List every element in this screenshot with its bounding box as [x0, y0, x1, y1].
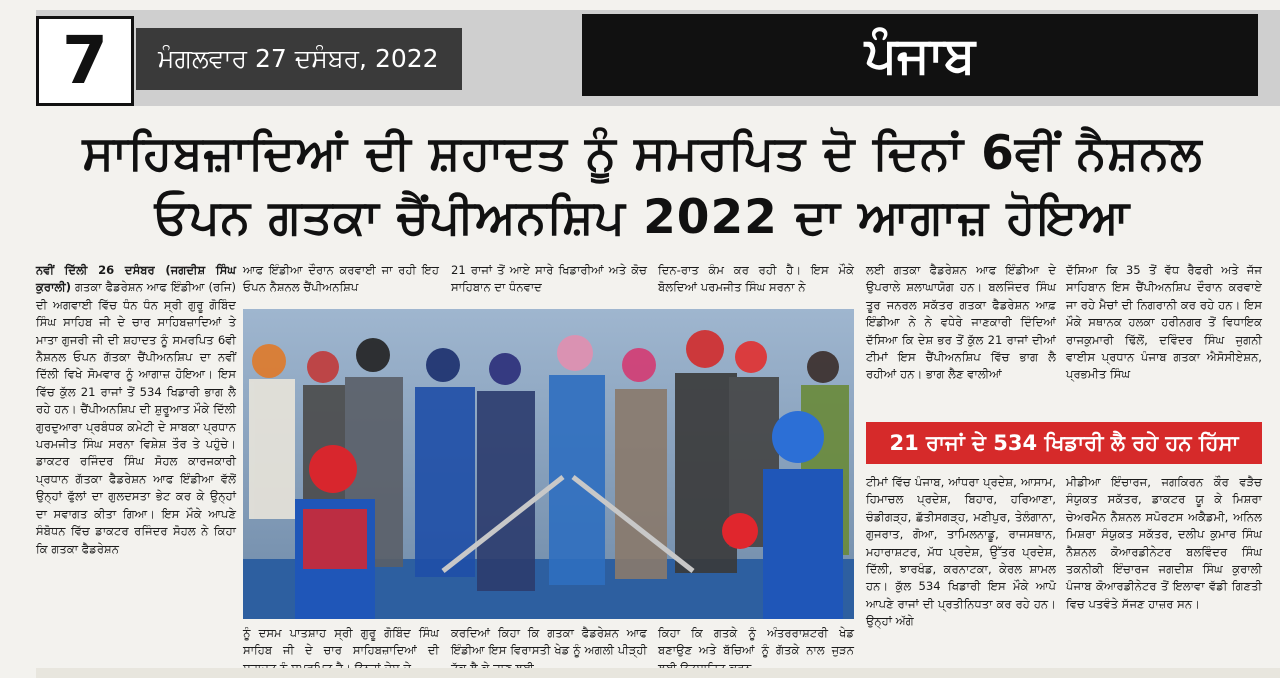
bottom-strip: [36, 668, 1280, 678]
column-4-top-text: ਦਿਨ-ਰਾਤ ਕੰਮ ਕਰ ਰਹੀ ਹੈ। ਇਸ ਮੌਕੇ ਬੋਲਦਿਆਂ ਪਰਮਜੀਤ ਸਿੰਘ ਸਰਨਾ ਨੇ: [658, 263, 854, 295]
column-5-bottom-text: ਟੀਮਾਂ ਵਿੱਚ ਪੰਜਾਬ, ਆਂਧਰਾ ਪ੍ਰਦੇਸ਼, ਆਸਾਮ, ਹਿਮਾਚਲ ਪ੍ਰਦੇਸ਼, ਬਿਹਾਰ, ਹਰਿਆਣਾ, ਚੰਡੀਗੜ੍ਹ, ਛੱਤੀਸਗੜ੍ਹ, ਮਣੀਪੁਰ, ਤੇਲੰਗਾਨਾ, ਗੁਜਰਾਤ, ਗੋਆ, ਤਾਮਿਲਨਾਡੂ, ਰਾਜਸਥਾਨ, ਮਹਾਰਾਸ਼ਟਰ, ਮੱਧ ਪ੍ਰਦੇਸ਼, ਉੱਤਰ ਪ੍ਰਦੇਸ਼, ਦਿੱਲੀ, ਝਾਰਖੰਡ, ਕਰਨਾਟਕਾ, ਕੇਰਲ ਸ਼ਾਮਲ ਹਨ। ਕੁੱਲ 534 ਖਿਡਾਰੀ ਇਸ ਮੌਕੇ ਆਪੋ ਆਪਣੇ ਰਾਜਾਂ ਦੀ ਪ੍ਰਤੀਨਿਧਤਾ ਕਰ ਰਹੇ ਹਨ। ਉਨ੍ਹਾਂ ਅੱਗੇ: [866, 475, 1056, 629]
column-1-text: ਗਤਕਾ ਫੈਡਰੇਸ਼ਨ ਆਫ ਇੰਡੀਆ (ਰਜਿ) ਦੀ ਅਗਵਾਈ ਵਿੱਚ ਧੰਨ ਧੰਨ ਸ੍ਰੀ ਗੁਰੂ ਗੋਬਿੰਦ ਸਿੰਘ ਸਾਹਿਬ ਜੀ ਦੇ ਚਾਰ ਸਾਹਿਬਜ਼ਾਦਿਆਂ ਤੇ ਮਾਤਾ ਗੁਜਰੀ ਜੀ ਦੀ ਸ਼ਹਾਦਤ ਨੂੰ ਸਮਰਪਿਤ 6ਵੀ ਨੈਸ਼ਨਲ ਓਪਨ ਗੱਤਕਾ ਚੈਂਪੀਅਨਸ਼ਿਪ ਦਾ ਨਵੀਂ ਦਿੱਲੀ ਵਿਖੇ ਸੋਮਵਾਰ ਨੂੰ ਆਗਾਜ਼ ਹੋਇਆ। ਇਸ ਵਿੱਚ ਕੁੱਲ 21 ਰਾਜਾਂ ਤੋਂ 534 ਖਿਡਾਰੀ ਭਾਗ ਲੈ ਰਹੇ ਹਨ। ਚੈਂਪੀਅਨਸ਼ਿਪ ਦੀ ਸ਼ੁਰੂਆਤ ਮੌਕੇ ਦਿੱਲੀ ਗੁਰਦੁਆਰਾ ਪ੍ਰਬੰਧਕ ਕਮੇਟੀ ਦੇ ਸਾਬਕਾ ਪ੍ਰਧਾਨ ਪਰਮਜੀਤ ਸਿੰਘ ਸਰਨਾ ਵਿਸ਼ੇਸ਼ ਤੌਰ ਤੇ ਪਹੁੰਚੇ। ਡਾਕਟਰ ਰਜਿੰਦਰ ਸਿੰਘ ਸੋਹਲ ਕਾਰਜਕਾਰੀ ਪ੍ਰਧਾਨ ਗੱਤਕਾ ਫੈਡਰੇਸ਼ਨ ਆਫ ਇੰਡੀਆ ਵੱਲੋਂ ਉਨ੍ਹਾਂ ਫੁੱਲਾਂ ਦਾ ਗੁਲਦਸਤਾ ਭੇਟ ਕਰ ਕੇ ਉਨ੍ਹਾਂ ਦਾ ਸਵਾਗਤ ਕੀਤਾ ਗਿਆ। ਇਸ ਮੌਕੇ ਆਪਣੇ ਸੰਬੋਧਨ ਵਿੱਚ ਡਾਕਟਰ ਰਜਿੰਦਰ ਸੋਹਲ ਨੇ ਕਿਹਾ ਕਿ ਗਤਕਾ ਫੈਡਰੇਸ਼ਨ: [36, 280, 237, 556]
column-3-bottom-text: ਕਰਦਿਆਂ ਕਿਹਾ ਕਿ ਗਤਕਾ ਫੈਡਰੇਸ਼ਨ ਆਫ ਇੰਡੀਆ ਇਸ ਵਿਰਾਸਤੀ ਖੇਡ ਨੂੰ ਅਗਲੀ ਪੀੜ੍ਹੀ: [451, 626, 647, 658]
page-number: 7: [36, 16, 134, 106]
subheading-banner: 21 ਰਾਜਾਂ ਦੇ 534 ਖਿਡਾਰੀ ਲੈ ਰਹੇ ਹਨ ਹਿੱਸਾ: [866, 422, 1262, 464]
column-2-bottom-text: ਨੂੰ ਦਸਮ ਪਾਤਸ਼ਾਹ ਸ੍ਰੀ ਗੁਰੂ ਗੋਬਿੰਦ ਸਿੰਘ ਸਾਹਿਬ ਜੀ ਦੇ ਚਾਰ ਸਾਹਿਬਜ਼ਾਦਿਆਂ ਦੀ: [243, 626, 439, 658]
column-4-bottom-text: ਕਿਹਾ ਕਿ ਗਤਕੇ ਨੂੰ ਅੰਤਰਰਾਸ਼ਟਰੀ ਖੇਡ ਬਣਾਉਣ ਅਤੇ ਬੱਚਿਆਂ ਨੂੰ ਗੱਤਕੇ ਨਾਲ ਜੁੜਨ: [658, 626, 854, 658]
column-2-top-text: ਆਫ ਇੰਡੀਆ ਦੌਰਾਨ ਕਰਵਾਈ ਜਾ ਰਹੀ ਇਹ ਓਪਨ ਨੈਸ਼ਨਲ ਚੈਂਪੀਅਨਸ਼ਿਪ: [243, 263, 439, 295]
column-6-bottom-text: ਮੀਡੀਆ ਇੰਚਾਰਜ, ਜਗਕਿਰਨ ਕੌਰ ਵੜੈਚ ਸੰਯੁਕਤ ਸਕੱਤਰ, ਡਾਕਟਰ ਯੂ ਕੇ ਮਿਸ਼ਰਾ ਚੇਅਰਮੈਨ ਨੈਸ਼ਨਲ ਸਪੋਰਟਸ ਅਕੈਡਮੀ, ਅਨਿਲ ਮਿਸ਼ਰਾ ਸੰਯੁਕਤ ਸਕੱਤਰ, ਦਲੀਪ ਕੁਮਾਰ ਸਿੰਘ ਨੈਸ਼ਨਲ ਕੋਆਰਡੀਨੇਟਰ ਬਲਵਿੰਦਰ ਸਿੰਘ ਤਕਨੀਕੀ ਇੰਚਾਰਜ ਜਗਦੀਸ਼ ਸਿੰਘ ਕੁਰਾਲੀ ਪੰਜਾਬ ਕੋਆਰਡੀਨੇਟਰ ਤੋਂ ਇਲਾਵਾ ਵੱਡੀ ਗਿਣਤੀ ਵਿਚ ਪਤਵੰਤੇ ਸੱਜਣ ਹਾਜ਼ਰ ਸਨ।: [1066, 475, 1262, 611]
headline-line-2: ਓਪਨ ਗਤਕਾ ਚੈਂਪੀਅਨਸ਼ਿਪ 2022 ਦਾ ਆਗਾਜ਼ ਹੋਇਆ: [154, 190, 1131, 245]
event-photo: [243, 309, 854, 619]
dateline: ਨਵੀਂ ਦਿੱਲੀ 26 ਦਸੰਬਰ (ਜਗਦੀਸ਼ ਸਿੰਘ ਕੁਰਾਲੀ): [36, 263, 236, 295]
headline-line-1: ਸਾਹਿਬਜ਼ਾਦਿਆਂ ਦੀ ਸ਼ਹਾਦਤ ਨੂੰ ਸਮਰਪਿਤ ਦੋ ਦਿਨਾਂ 6ਵੀਂ ਨੈਸ਼ਨਲ: [82, 126, 1203, 181]
column-3-top-text: 21 ਰਾਜਾਂ ਤੋਂ ਆਏ ਸਾਰੇ ਖਿਡਾਰੀਆਂ ਅਤੇ ਕੋਚ ਸਾਹਿਬਾਨ ਦਾ ਧੰਨਵਾਦ: [451, 263, 647, 295]
column-6-text: ਦੱਸਿਆ ਕਿ 35 ਤੋਂ ਵੱਧ ਰੈਫਰੀ ਅਤੇ ਜੱਜ ਸਾਹਿਬਾਨ ਇਸ ਚੈਂਪੀਅਨਸ਼ਿਪ ਦੌਰਾਨ ਕਰਵਾਏ ਜਾ ਰਹੇ ਮੈਚਾਂ ਦੀ ਨਿਗਰਾਨੀ ਕਰ ਰਹੇ ਹਨ। ਇਸ ਮੌਕੇ ਸਥਾਨਕ ਹਲਕਾ ਹਰੀਨਗਰ ਤੋਂ ਵਿਧਾਇਕ ਰਾਜਕੁਮਾਰੀ ਢਿੱਲੋਂ, ਦਵਿੰਦਰ ਸਿੰਘ ਜੁਗਨੀ ਵਾਈਸ ਪ੍ਰਧਾਨ ਪੰਜਾਬ ਗਤਕਾ ਐਸੋਸੀਏਸ਼ਨ, ਪ੍ਰਭਮੀਤ ਸਿੰਘ: [1066, 263, 1262, 382]
column-5-text: ਲਈ ਗਤਕਾ ਫੈਡਰੇਸ਼ਨ ਆਫ ਇੰਡੀਆ ਦੇ ਉਪਰਾਲੇ ਸ਼ਲਾਘਾਯੋਗ ਹਨ। ਬਲਜਿੰਦਰ ਸਿੰਘ ਤੂਰ ਜਨਰਲ ਸਕੱਤਰ ਗਤਕਾ ਫੈਡਰੇਸ਼ਨ ਆਫ਼ ਇੰਡੀਆ ਨੇ ਨੇ ਵਧੇਰੇ ਜਾਣਕਾਰੀ ਦਿੰਦਿਆਂ ਦੱਸਿਆ ਕਿ ਦੇਸ਼ ਭਰ ਤੋਂ ਕੁੱਲ 21 ਰਾਜਾਂ ਦੀਆਂ ਟੀਮਾਂ ਇਸ ਚੈਂਪੀਅਨਸ਼ਿਪ ਵਿੱਚ ਭਾਗ ਲੈ ਰਹੀਆਂ ਹਨ। ਭਾਗ ਲੈਣ ਵਾਲੀਆਂ: [866, 263, 1056, 382]
section-title: ਪੰਜਾਬ: [582, 14, 1258, 96]
photo-illustration: [243, 309, 854, 619]
issue-date: ਮੰਗਲਵਾਰ 27 ਦਸੰਬਰ, 2022: [136, 28, 462, 90]
article-column-1: [36, 262, 236, 667]
